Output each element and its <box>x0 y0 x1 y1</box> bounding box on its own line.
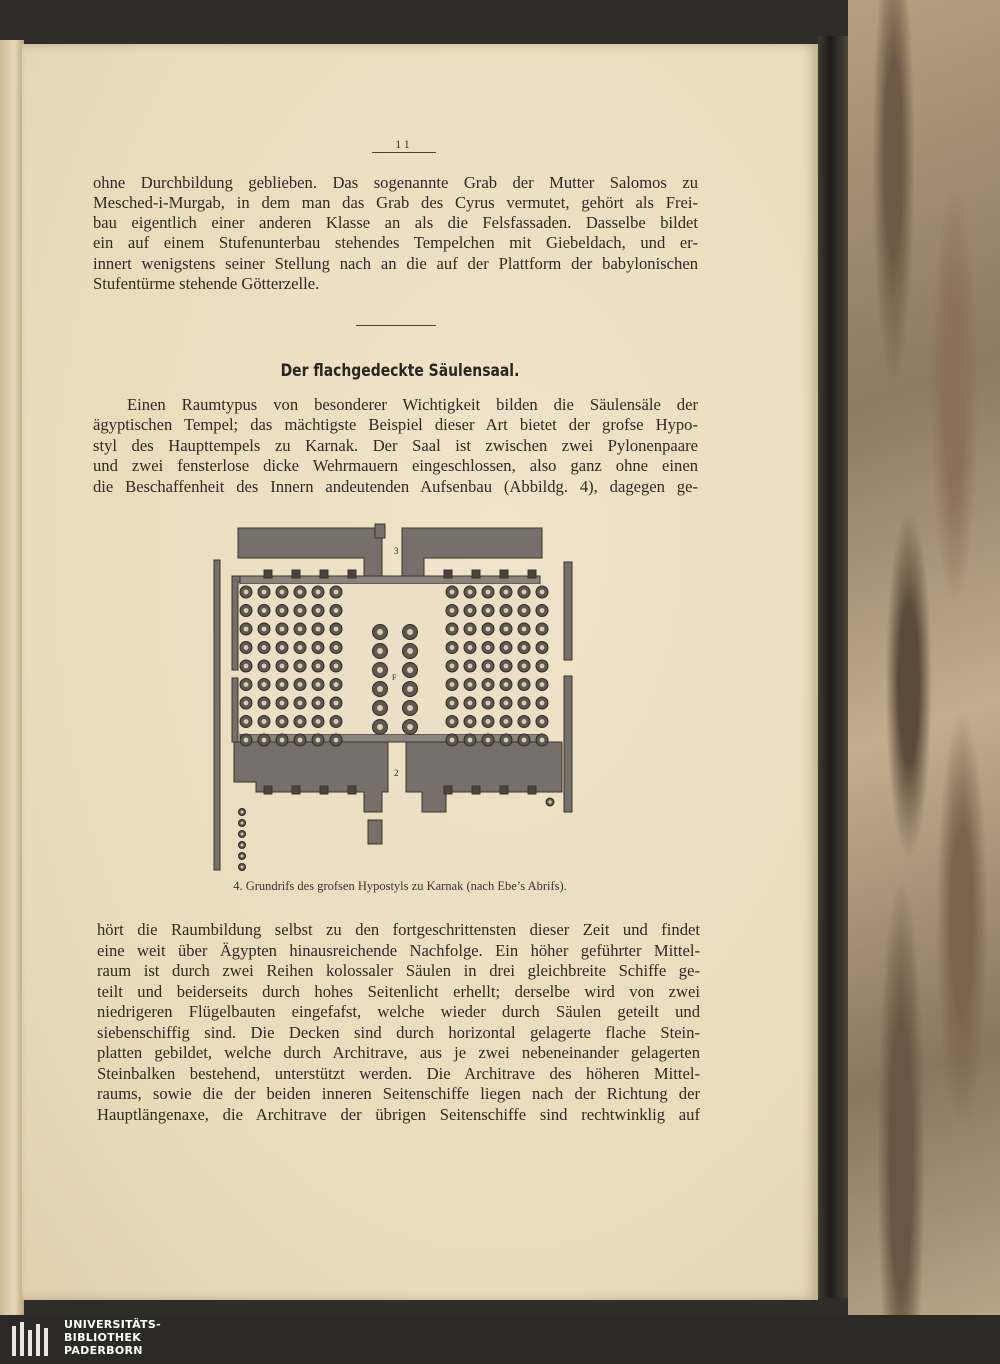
column-core <box>334 664 339 669</box>
column-core <box>540 645 545 650</box>
column-core <box>486 590 491 595</box>
column-core <box>504 738 509 743</box>
column-core <box>241 855 244 858</box>
north-wall <box>240 576 540 584</box>
page-number: 11 <box>395 137 413 151</box>
column-core <box>244 627 249 632</box>
column-core <box>244 590 249 595</box>
column-core <box>540 608 545 613</box>
column-core <box>522 738 527 743</box>
column-core <box>468 701 473 706</box>
column-core <box>468 608 473 613</box>
text-line: platten gebildet, welche durch Architrave, aus je zwei nebeneinander gelagerten <box>97 1043 700 1062</box>
column-core <box>450 627 455 632</box>
column-core <box>407 648 413 654</box>
column-core <box>316 682 321 687</box>
column-core <box>334 682 339 687</box>
text-line: teilt und beiderseits durch hohes Seitenlicht erhellt; derselbe wird von zwei <box>97 982 700 1001</box>
column-core <box>334 701 339 706</box>
text-line: Stufentürme stehende Götterzelle. <box>93 274 320 293</box>
bottom-left-pylon <box>234 742 388 812</box>
column-core <box>522 645 527 650</box>
column-core <box>540 627 545 632</box>
column-core <box>377 686 383 692</box>
text-line: Mesched-i-Murgab, in dem man das Grab des Cyrus vermutet, gehört als Frei- <box>93 193 698 212</box>
library-name-line: PADERBORN <box>64 1344 143 1357</box>
column-core <box>334 645 339 650</box>
column-core <box>486 664 491 669</box>
column-core <box>486 645 491 650</box>
column-core <box>262 590 267 595</box>
top-left-doorpost <box>375 524 385 538</box>
column-core <box>316 701 321 706</box>
left-wall-lower <box>232 678 238 742</box>
column-core <box>468 645 473 650</box>
text-line: ägyptischen Tempel; das mächtigste Beispiel dieser Art bietet der grofse Hypo- <box>93 415 698 434</box>
text-line: hört die Raumbildung selbst zu den fortgeschrittensten dieser Zeit und findet <box>97 920 700 939</box>
column-core <box>486 627 491 632</box>
column-core <box>334 627 339 632</box>
column-core <box>280 664 285 669</box>
column-core <box>407 629 413 635</box>
column-core <box>241 822 244 825</box>
section-heading: Der flachgedeckte Säulensaal. <box>280 361 520 381</box>
column-core <box>504 590 509 595</box>
figure-caption: 4. Grundrifs des grofsen Hypostyls zu Karnak (nach Ebe’s Abrifs). <box>233 879 567 893</box>
column-core <box>244 738 249 743</box>
column-core <box>540 738 545 743</box>
column-core <box>316 645 321 650</box>
column-core <box>280 627 285 632</box>
column-core <box>504 608 509 613</box>
text-line: Steinbalken bestehend, unterstützt werden. Die Architrave des höheren Mittel- <box>97 1064 700 1083</box>
column-core <box>298 719 303 724</box>
marbled-endpaper <box>848 0 1000 1315</box>
column-core <box>244 719 249 724</box>
text-line: ohne Durchbildung geblieben. Das sogenannte Grab der Mutter Salomos zu <box>93 173 698 192</box>
column-core <box>450 645 455 650</box>
column-core <box>504 719 509 724</box>
column-core <box>522 682 527 687</box>
column-core <box>316 608 321 613</box>
column-core <box>450 682 455 687</box>
column-core <box>540 664 545 669</box>
column-core <box>540 590 545 595</box>
header-rule <box>372 152 436 153</box>
column-core <box>334 590 339 595</box>
column-core <box>262 627 267 632</box>
column-core <box>280 608 285 613</box>
column-core <box>298 645 303 650</box>
column-core <box>377 667 383 673</box>
column-core <box>298 738 303 743</box>
column-core <box>377 648 383 654</box>
column-core <box>280 719 285 724</box>
column-core <box>241 833 244 836</box>
plan-label-2: 2 <box>394 768 399 778</box>
column-core <box>280 701 285 706</box>
column-core <box>486 719 491 724</box>
right-wall-lower <box>564 676 572 812</box>
column-core <box>450 738 455 743</box>
column-core <box>262 719 267 724</box>
column-core <box>334 608 339 613</box>
column-core <box>298 682 303 687</box>
column-core <box>298 627 303 632</box>
library-name-line: UNIVERSITÄTS- <box>64 1318 161 1331</box>
column-core <box>280 738 285 743</box>
column-core <box>262 682 267 687</box>
bottom-gate-post <box>368 820 382 844</box>
column-core <box>244 701 249 706</box>
column-core <box>244 682 249 687</box>
column-core <box>540 682 545 687</box>
column-core <box>504 645 509 650</box>
column-core <box>407 686 413 692</box>
text-line: raum ist durch zwei Reihen kolossaler Säulen in drei gleichbreite Schiffe ge- <box>97 961 700 980</box>
column-core <box>450 664 455 669</box>
column-core <box>334 738 339 743</box>
column-core <box>316 590 321 595</box>
column-core <box>468 664 473 669</box>
right-wall-upper <box>564 562 572 660</box>
column-core <box>262 701 267 706</box>
column-core <box>316 627 321 632</box>
column-core <box>244 608 249 613</box>
text-line: raums, sowie die der beiden inneren Seitenschiffe liegen nach der Richtung der <box>97 1084 700 1103</box>
column-core <box>316 719 321 724</box>
column-core <box>522 590 527 595</box>
top-right-pylon <box>402 528 542 576</box>
text-line: ein auf einem Stufenunterbau stehendes Tempelchen mit Giebeldach, und er- <box>93 233 698 252</box>
section-divider <box>356 325 436 326</box>
column-core <box>407 724 413 730</box>
university-library-logo-icon <box>10 1320 54 1360</box>
text-line: die Beschaffenheit des Innern andeutenden Aufsenbau (Abbildg. 4), dagegen ge- <box>93 477 698 496</box>
column-core <box>540 701 545 706</box>
hypostyle-floor-plan <box>212 520 584 872</box>
column-core <box>377 705 383 711</box>
column-core <box>504 664 509 669</box>
column-core <box>486 608 491 613</box>
column-core <box>468 682 473 687</box>
column-core <box>298 701 303 706</box>
column-core <box>486 682 491 687</box>
column-core <box>468 627 473 632</box>
column-core <box>262 645 267 650</box>
plan-label-f: F <box>392 673 397 682</box>
column-core <box>450 590 455 595</box>
column-core <box>522 719 527 724</box>
column-core <box>504 627 509 632</box>
column-core <box>407 705 413 711</box>
text-line: eine weit über Ägypten hinausreichende Nachfolge. Ein höher geführter Mittel- <box>97 941 700 960</box>
column-core <box>244 664 249 669</box>
column-core <box>241 844 244 847</box>
text-line: siebenschiffig sind. Die Decken sind durch horizontal gelagerte flache Stein- <box>97 1023 700 1042</box>
text-line: styl des Haupttempels zu Karnak. Der Saal ist zwischen zwei Pylonenpaare <box>93 436 698 455</box>
text-line: innert wenigstens seiner Stellung nach an die auf der Plattform der babylonischen <box>93 254 698 273</box>
text-line: Einen Raumtypus von besonderer Wichtigkeit bilden die Säulensäle der <box>127 395 698 414</box>
column-core <box>334 719 339 724</box>
text-line: bau eigentlich einer anderen Klasse an als die Felsfassaden. Dasselbe bildet <box>93 213 698 232</box>
column-core <box>262 664 267 669</box>
column-core <box>280 645 285 650</box>
column-core <box>450 701 455 706</box>
column-core <box>504 682 509 687</box>
column-core <box>262 608 267 613</box>
column-core <box>486 738 491 743</box>
column-core <box>377 724 383 730</box>
left-page-edge <box>0 40 24 1315</box>
column-core <box>450 608 455 613</box>
column-core <box>522 608 527 613</box>
text-line: und zwei fensterlose dicke Wehrmauern eingeschlossen, also ganz ohne einen <box>93 456 698 475</box>
column-core <box>548 800 551 803</box>
column-core <box>316 664 321 669</box>
column-core <box>280 590 285 595</box>
text-line: Hauptlängenaxe, die Architrave der übrigen Seitenschiffe sind rechtwinklig auf <box>97 1105 700 1124</box>
column-core <box>280 682 285 687</box>
column-core <box>241 811 244 814</box>
far-left-wall <box>214 560 220 870</box>
column-core <box>298 590 303 595</box>
column-core <box>540 719 545 724</box>
bottom-right-pylon <box>406 742 562 812</box>
column-core <box>468 590 473 595</box>
column-core <box>407 667 413 673</box>
column-core <box>298 608 303 613</box>
column-core <box>450 719 455 724</box>
plan-label-3: 3 <box>394 546 399 556</box>
column-core <box>262 738 267 743</box>
column-core <box>241 866 244 869</box>
column-core <box>486 701 491 706</box>
column-core <box>377 629 383 635</box>
column-core <box>468 738 473 743</box>
column-core <box>522 664 527 669</box>
book-cover-edge <box>818 36 848 1298</box>
column-core <box>468 719 473 724</box>
column-core <box>316 738 321 743</box>
library-name-line: BIBLIOTHEK <box>64 1331 142 1344</box>
column-core <box>504 701 509 706</box>
column-core <box>244 645 249 650</box>
column-core <box>298 664 303 669</box>
column-core <box>522 701 527 706</box>
column-core <box>522 627 527 632</box>
top-left-pylon <box>238 528 382 576</box>
text-line: niedrigeren Flügelbauten eingefafst, welche wieder durch Säulen geteilt und <box>97 1002 700 1021</box>
library-name <box>64 1318 161 1357</box>
